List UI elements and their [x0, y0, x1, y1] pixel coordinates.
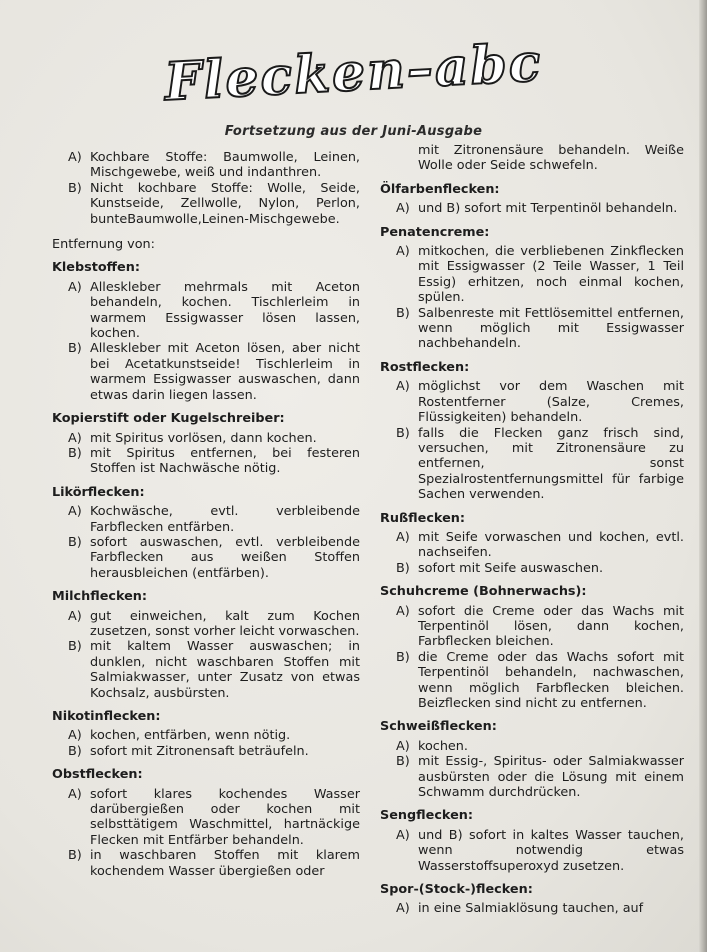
- section-item: B) mit kaltem Wasser auswaschen; in dunklen, nicht waschbaren Stoffen mit Salmiakwasser, unter Zusatz von etwas Kochsalz, ausbürsten.: [68, 639, 360, 701]
- section-item: A) kochen.: [396, 738, 468, 754]
- section-item: A) sofort klares kochendes Wasser darübergießen oder kochen mit selbsttätigem Waschmittel, hartnäckige Flecken mit Entfärber behandeln.: [68, 786, 360, 848]
- section-item: B) die Creme oder das Wachs sofort mit Terpentinöl behandeln, nachwaschen, wenn möglich Farbflecken bleichen. Beizflecken sind nicht zu entfernen.: [396, 649, 684, 711]
- section-heading: Schweißflecken:: [380, 719, 497, 735]
- section-item: B) falls die Flecken ganz frisch sind, versuchen, mit Zitronensäure zu entfernen, sonst Spezialrostentfernungsmittel für farbige Sachen verwenden.: [396, 425, 684, 503]
- section-item: A) mitkochen, die verbliebenen Zinkflecken mit Essigwasser (2 Teile Wasser, 1 Teil Essig) erhitzen, noch einmal kochen, spülen.: [396, 244, 684, 306]
- section-heading: Klebstoffen:: [52, 260, 140, 276]
- right-column: [376, 143, 684, 917]
- section-item: A) möglichst vor dem Waschen mit Rostentferner (Salze, Cremes, Flüssigkeiten) behandeln.: [396, 379, 684, 426]
- continuation-text: mit Zitronensäure behandeln. Weiße Wolle oder Seide schwefeln.: [418, 143, 684, 174]
- section-heading: Obstflecken:: [52, 767, 143, 783]
- section-heading: Spor-(Stock-)flecken:: [380, 882, 533, 898]
- section-item: A) Kochwäsche, evtl. verbleibende Farbflecken entfärben.: [68, 504, 360, 535]
- section-heading: Likörflecken:: [52, 484, 145, 500]
- section-item: A) in eine Salmiaklösung tauchen, auf: [396, 901, 644, 917]
- section-item: A) mit Seife vorwaschen und kochen, evtl. nachseifen.: [396, 529, 684, 561]
- section-heading: Milchflecken:: [52, 589, 148, 605]
- section-heading: Sengflecken:: [380, 808, 473, 824]
- section-heading: Rostflecken:: [380, 359, 470, 375]
- intro-item-b: B) Nicht kochbare Stoffe: Wolle, Seide, Kunstseide, Zellwolle, Nylon, Perlon, bunteBaumwolle,Leinen-Mischgewebe.: [68, 180, 360, 227]
- intro-item-a: A) Kochbare Stoffe: Baumwolle, Leinen, Mischgewebe, weiß und indanthren.: [68, 150, 360, 181]
- left-column: [48, 150, 360, 879]
- section-item: A) gut einweichen, kalt zum Kochen zusetzen, sonst vorher leicht vorwaschen.: [68, 608, 360, 639]
- section-item: B) in waschbaren Stoffen mit klarem kochendem Wasser übergießen oder: [68, 848, 360, 879]
- section-item: B) sofort mit Zitronensaft beträufeln.: [68, 743, 309, 759]
- removal-heading: Entfernung von:: [52, 237, 155, 253]
- section-heading: Ölfarbenflecken:: [380, 181, 500, 197]
- page-subtitle: Fortsetzung aus der Juni-Ausgabe: [224, 124, 483, 139]
- section-item: B) mit Essig-, Spiritus- oder Salmiakwasser ausbürsten oder die Lösung mit einem Schwamm durchdrücken.: [396, 754, 684, 801]
- section-item: A) Alleskleber mehrmals mit Aceton behandeln, kochen. Tischlerleim in warmem Essigwasser lösen lassen, kochen.: [68, 279, 360, 342]
- section-item: A) sofort die Creme oder das Wachs mit Terpentinöl lösen, dann kochen, Farbflecken bleichen.: [396, 603, 684, 650]
- section-heading: Schuhcreme (Bohnerwachs):: [380, 584, 587, 600]
- section-item: B) sofort auswaschen, evtl. verbleibende Farbflecken aus weißen Stoffen herausbleichen (entfärben).: [68, 534, 360, 581]
- page-edge-shadow: [699, 0, 707, 952]
- section-item: A) mit Spiritus vorlösen, dann kochen.: [68, 430, 317, 446]
- section-item: B) sofort mit Seife auswaschen.: [396, 560, 604, 576]
- section-item: B) mit Spiritus entfernen, bei festeren Stoffen ist Nachwäsche nötig.: [68, 445, 360, 477]
- section-heading: Kopierstift oder Kugelschreiber:: [52, 411, 285, 427]
- section-item: A) und B) sofort in kaltes Wasser tauchen, wenn notwendig etwas Wasserstoffsuperoxyd zusetzen.: [396, 827, 684, 874]
- page-title: Flecken–abc: [163, 32, 544, 113]
- section-heading: Penatencreme:: [380, 224, 490, 240]
- section-heading: Nikotinflecken:: [52, 709, 161, 724]
- section-item: B) Alleskleber mit Aceton lösen, aber nicht bei Acetatkunstseide! Tischlerleim in warmem Essigwasser auswaschen, dann etwas darin liegen lassen.: [68, 341, 360, 403]
- section-heading: Rußflecken:: [380, 510, 465, 526]
- section-item: A) und B) sofort mit Terpentinöl behandeln.: [396, 201, 678, 217]
- section-item: B) Salbenreste mit Fettlösemittel entfernen, wenn möglich mit Essigwasser nachbehandeln.: [396, 305, 684, 352]
- section-item: A) kochen, entfärben, wenn nötig.: [68, 728, 291, 744]
